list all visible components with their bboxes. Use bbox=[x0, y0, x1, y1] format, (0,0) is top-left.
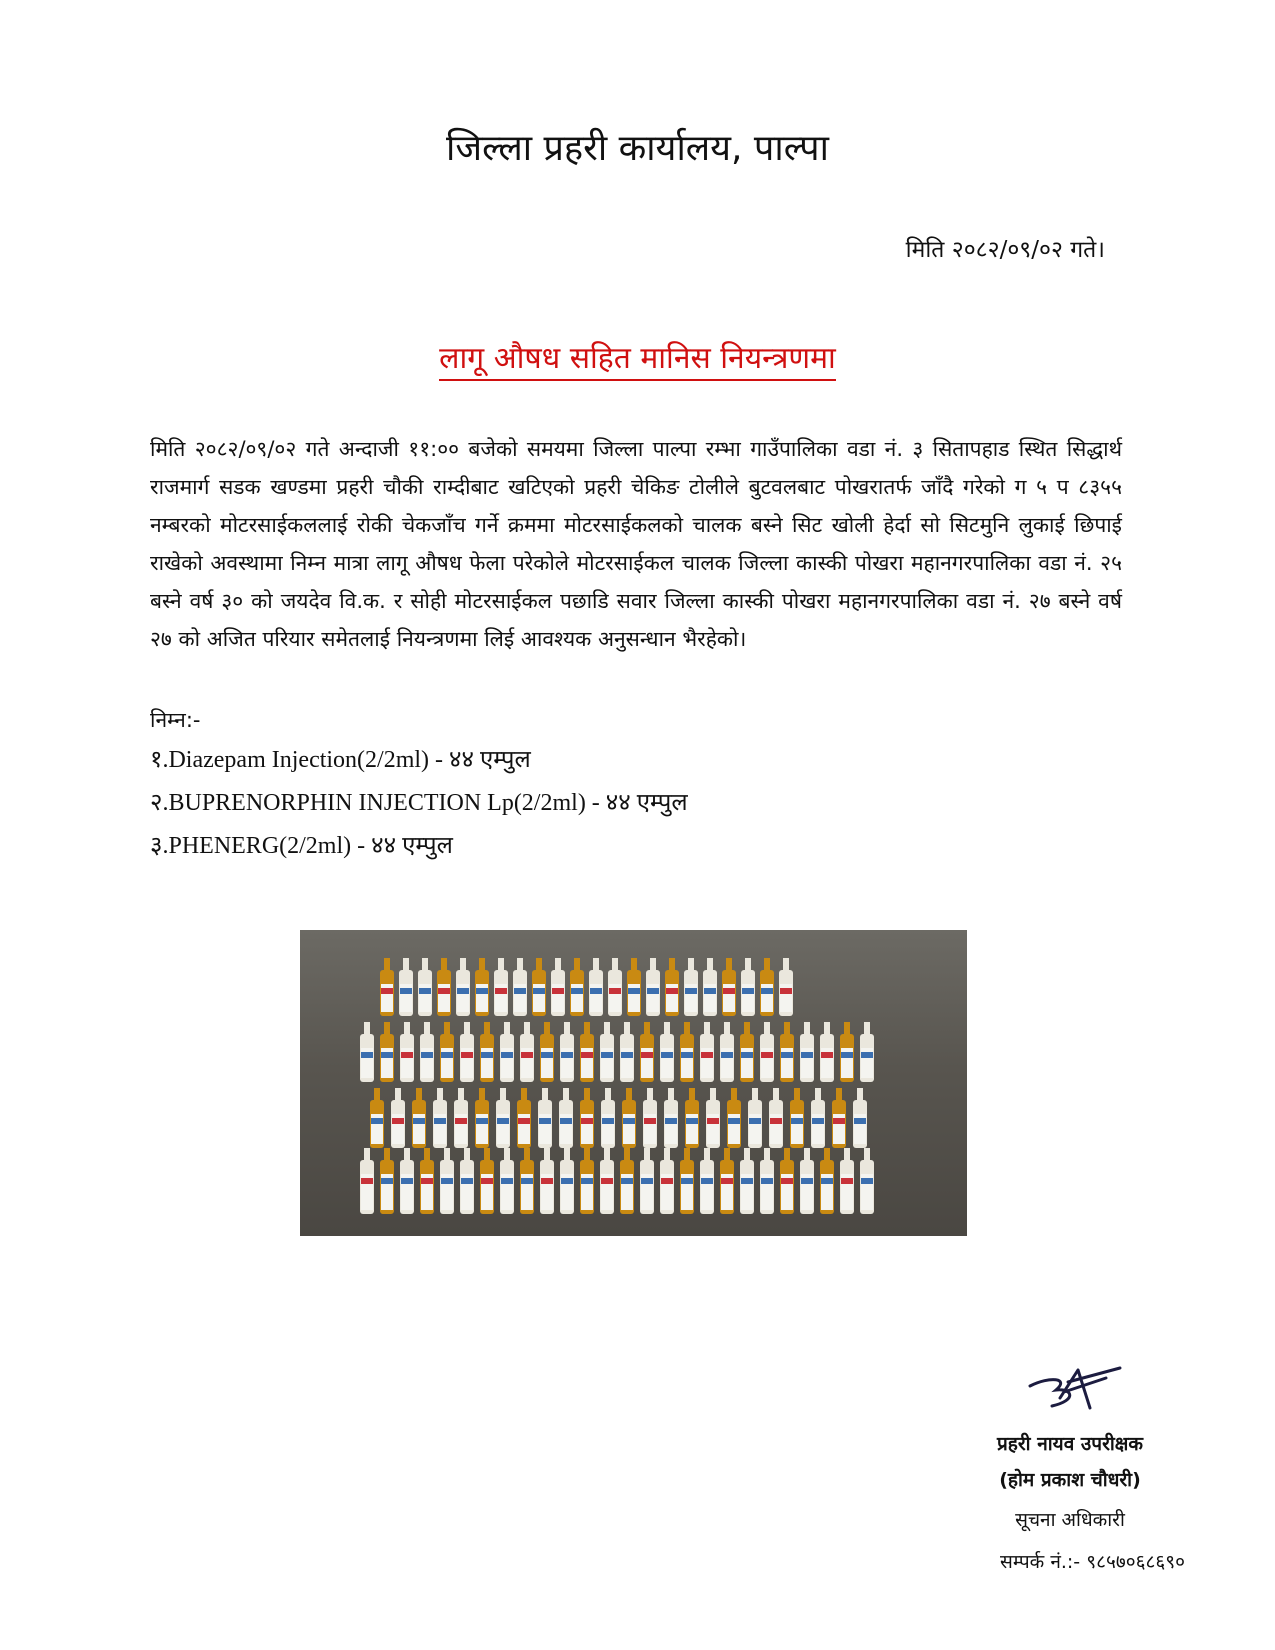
ampoule bbox=[500, 1022, 514, 1082]
ampoule bbox=[680, 1022, 694, 1082]
ampoule bbox=[360, 1022, 374, 1082]
ampoule bbox=[660, 1148, 674, 1214]
ampoule bbox=[700, 1148, 714, 1214]
ampoules-image bbox=[300, 930, 967, 1236]
ampoule bbox=[400, 1022, 414, 1082]
ampoule bbox=[420, 1022, 434, 1082]
ampoule bbox=[399, 958, 413, 1016]
ampoule bbox=[480, 1022, 494, 1082]
signature-block bbox=[945, 1430, 1195, 1542]
ampoule bbox=[391, 1088, 405, 1148]
officer-name: (होम प्रकाश चौधरी) bbox=[999, 1469, 1141, 1491]
seized-items-list bbox=[150, 742, 688, 871]
ampoule bbox=[820, 1022, 834, 1082]
ampoule bbox=[580, 1022, 594, 1082]
ampoule bbox=[538, 1088, 552, 1148]
ampoule bbox=[700, 1022, 714, 1082]
ampoule bbox=[551, 958, 565, 1016]
ampoule bbox=[380, 1148, 394, 1214]
ampoule bbox=[418, 958, 432, 1016]
ampoule bbox=[640, 1022, 654, 1082]
ampoule bbox=[540, 1022, 554, 1082]
seized-ampoules-photo bbox=[300, 930, 967, 1236]
ampoule bbox=[748, 1088, 762, 1148]
ampoule bbox=[440, 1148, 454, 1214]
ampoule bbox=[800, 1148, 814, 1214]
ampoule bbox=[360, 1148, 374, 1214]
ampoule bbox=[769, 1088, 783, 1148]
ampoule bbox=[420, 1148, 434, 1214]
list-item: ३.PHENERG(2/2ml) - ४४ एम्पुल bbox=[150, 833, 453, 859]
ampoule bbox=[740, 1022, 754, 1082]
designation: प्रहरी नायव उपरीक्षक bbox=[997, 1433, 1143, 1455]
ampoule bbox=[440, 1022, 454, 1082]
ampoule bbox=[620, 1022, 634, 1082]
ampoule bbox=[860, 1022, 874, 1082]
ampoule bbox=[496, 1088, 510, 1148]
ampoule bbox=[601, 1088, 615, 1148]
ampoule bbox=[532, 958, 546, 1016]
ampoule bbox=[370, 1088, 384, 1148]
ampoule bbox=[494, 958, 508, 1016]
ampoule bbox=[600, 1148, 614, 1214]
ampoule bbox=[517, 1088, 531, 1148]
ampoule bbox=[640, 1148, 654, 1214]
ampoule bbox=[811, 1088, 825, 1148]
ampoule bbox=[580, 1088, 594, 1148]
ampoule bbox=[513, 958, 527, 1016]
list-heading: निम्न:- bbox=[150, 708, 201, 732]
ampoule bbox=[832, 1088, 846, 1148]
ampoule bbox=[685, 1088, 699, 1148]
handwritten-signature bbox=[960, 1348, 1180, 1428]
ampoule bbox=[790, 1088, 804, 1148]
headline-text: लागू औषध सहित मानिस नियन्त्रणमा bbox=[439, 336, 836, 381]
office-title: जिल्ला प्रहरी कार्यालय, पाल्पा bbox=[446, 128, 829, 169]
ampoule bbox=[608, 958, 622, 1016]
ampoule bbox=[703, 958, 717, 1016]
list-item: २.BUPRENORPHIN INJECTION Lp(2/2ml) - ४४ एम्पुल bbox=[150, 790, 688, 816]
ampoule bbox=[570, 958, 584, 1016]
ampoule bbox=[727, 1088, 741, 1148]
ampoule bbox=[760, 1022, 774, 1082]
ampoule bbox=[760, 1148, 774, 1214]
ampoule bbox=[780, 1148, 794, 1214]
ampoule bbox=[800, 1022, 814, 1082]
ampoule bbox=[500, 1148, 514, 1214]
ampoule bbox=[460, 1022, 474, 1082]
contact-number: सम्पर्क नं.:- ९८५७०६८६९० bbox=[999, 1551, 1185, 1573]
ampoule bbox=[627, 958, 641, 1016]
document-date: मिति २०८२/०९/०२ गते। bbox=[905, 237, 1105, 263]
ampoule bbox=[680, 1148, 694, 1214]
headline bbox=[0, 336, 1275, 381]
ampoule bbox=[706, 1088, 720, 1148]
ampoule bbox=[860, 1148, 874, 1214]
ampoule bbox=[600, 1022, 614, 1082]
ampoule bbox=[820, 1148, 834, 1214]
ampoule bbox=[853, 1088, 867, 1148]
ampoule bbox=[437, 958, 451, 1016]
ampoule bbox=[400, 1148, 414, 1214]
ampoule bbox=[412, 1088, 426, 1148]
officer-role: सूचना अधिकारी bbox=[1015, 1509, 1125, 1531]
ampoule bbox=[779, 958, 793, 1016]
ampoule bbox=[433, 1088, 447, 1148]
ampoule bbox=[622, 1088, 636, 1148]
ampoule bbox=[643, 1088, 657, 1148]
ampoule bbox=[520, 1148, 534, 1214]
ampoule bbox=[589, 958, 603, 1016]
ampoule bbox=[456, 958, 470, 1016]
body-paragraph: मिति २०८२/०९/०२ गते अन्दाजी ११:०० बजेको समयमा जिल्ला पाल्पा रम्भा गाउँपालिका वडा नं. ३ सितापहाड स्थित सिद्धार्थ राजमार्ग सडक खण्डमा प्रहरी चौकी राम्दीबाट खटिएको प्रहरी चेकिङ टोलीले बुटवलबाट पोखरातर्फ जाँदै गरेको ग ५ प ८३५५ नम्बरको मोटरसाईकललाई रोकी चेकजाँच गर्ने क्रममा मोटरसाईकलको चालक बस्ने सिट खोली हेर्दा सो सिटमुनि लुकाई छिपाई राखेको अवस्थामा निम्न मात्रा लागू औषध फेला परेकोले मोटरसाईकल चालक जिल्ला कास्की पोखरा महानगरपालिका वडा नं. २५ बस्ने वर्ष ३० को जयदेव वि.क. र सोही मोटरसाईकल पछाडि सवार जिल्ला कास्की पोखरा महानगरपालिका वडा नं. २७ बस्ने वर्ष २७ को अजित परियार समेतलाई नियन्त्रणमा लिई आवश्यक अनुसन्धान भैरहेको। bbox=[150, 437, 1122, 651]
ampoule bbox=[720, 1148, 734, 1214]
ampoule bbox=[560, 1022, 574, 1082]
ampoule bbox=[380, 1022, 394, 1082]
ampoule bbox=[475, 1088, 489, 1148]
ampoule bbox=[780, 1022, 794, 1082]
ampoule bbox=[620, 1148, 634, 1214]
ampoule bbox=[580, 1148, 594, 1214]
ampoule bbox=[684, 958, 698, 1016]
ampoule bbox=[646, 958, 660, 1016]
ampoule bbox=[740, 1148, 754, 1214]
ampoule bbox=[520, 1022, 534, 1082]
ampoule bbox=[741, 958, 755, 1016]
ampoule bbox=[840, 1022, 854, 1082]
ampoule bbox=[475, 958, 489, 1016]
ampoule bbox=[840, 1148, 854, 1214]
ampoule bbox=[460, 1148, 474, 1214]
ampoule bbox=[480, 1148, 494, 1214]
ampoule bbox=[664, 1088, 678, 1148]
ampoule bbox=[722, 958, 736, 1016]
ampoule bbox=[540, 1148, 554, 1214]
ampoule bbox=[665, 958, 679, 1016]
ampoule bbox=[559, 1088, 573, 1148]
ampoule bbox=[560, 1148, 574, 1214]
ampoule bbox=[760, 958, 774, 1016]
list-item: १.Diazepam Injection(2/2ml) - ४४ एम्पुल bbox=[150, 747, 531, 773]
ampoule bbox=[380, 958, 394, 1016]
ampoule bbox=[660, 1022, 674, 1082]
ampoule bbox=[454, 1088, 468, 1148]
ampoule bbox=[720, 1022, 734, 1082]
